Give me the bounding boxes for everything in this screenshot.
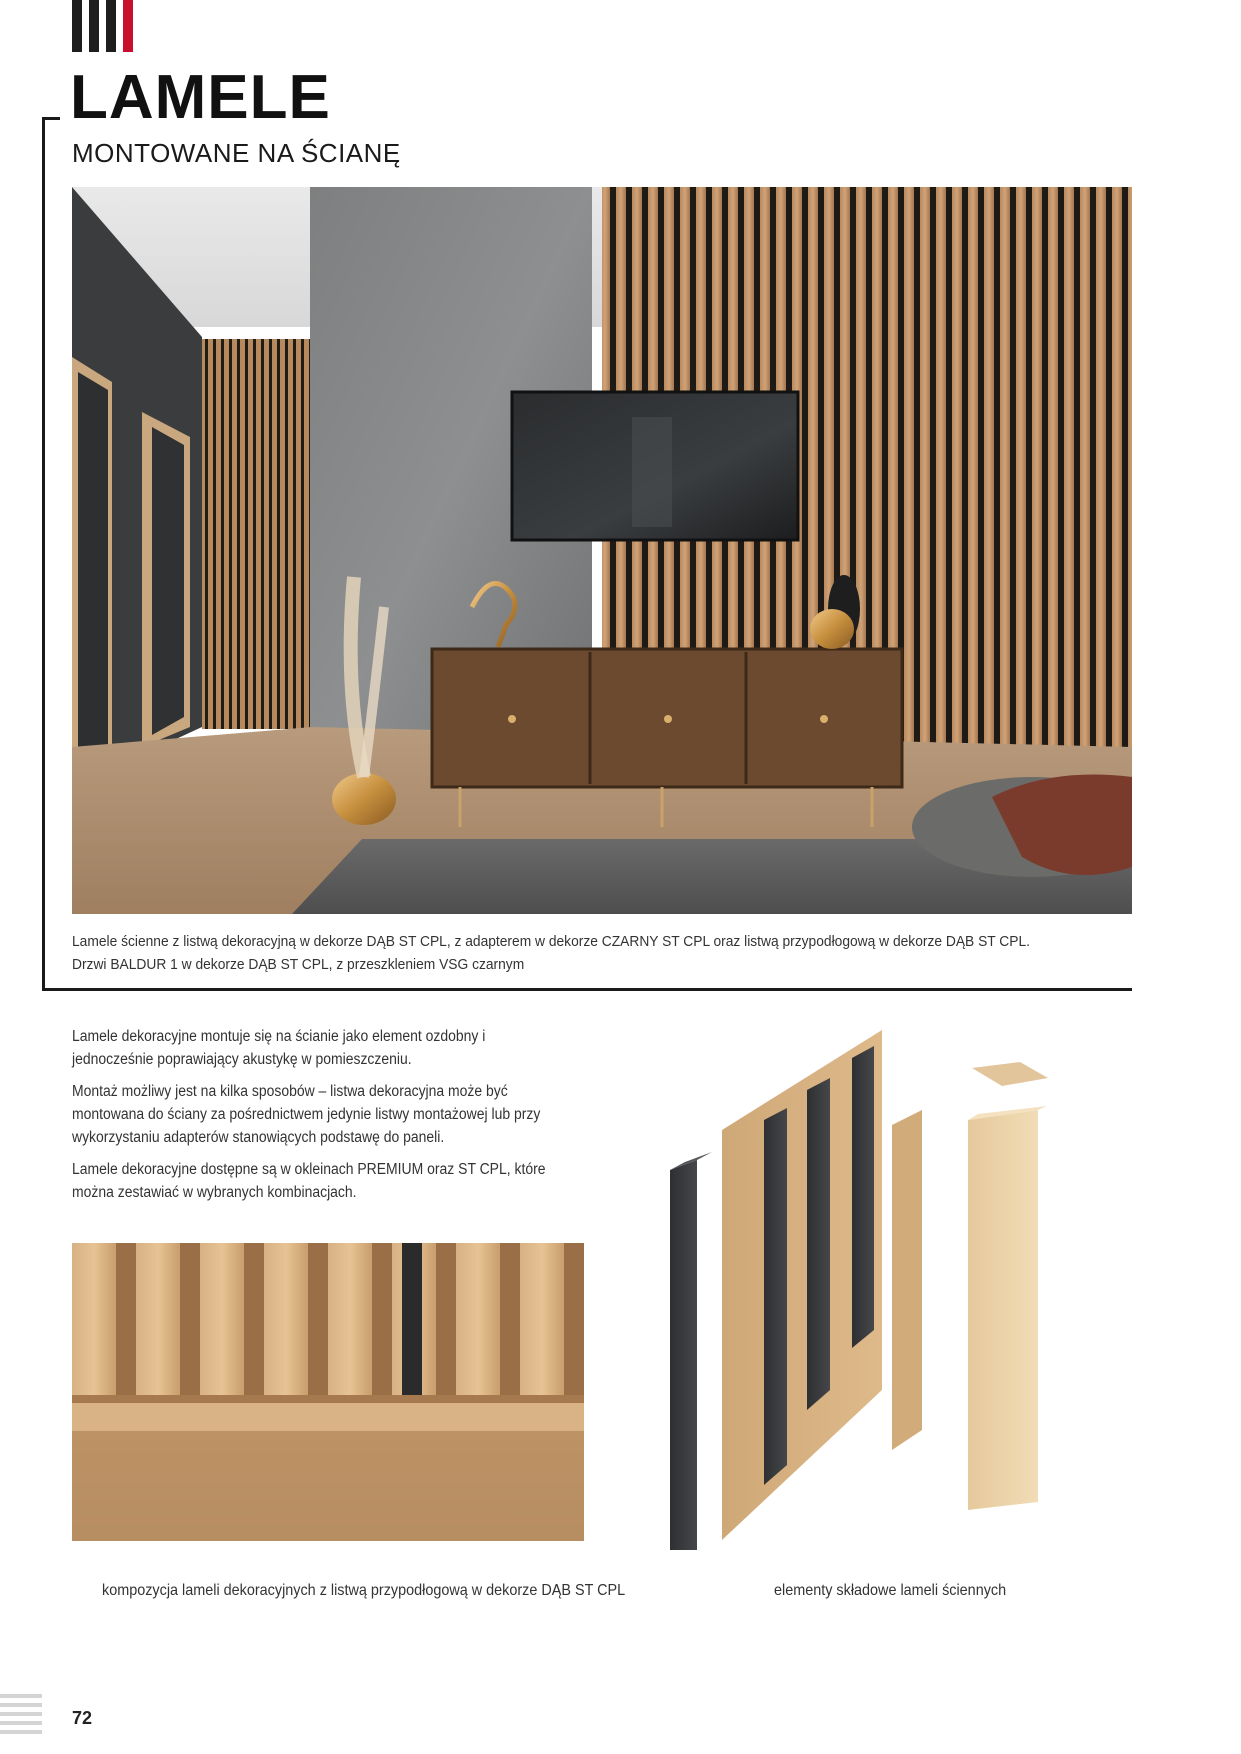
description-paragraph: Montaż możliwy jest na kilka sposobów – listwa dekoracyjna może być montowana do ściany za pośrednictwem jedynie listwy montażowej lub przy wykorzystaniu adapterów stanowiących podstawę do paneli. xyxy=(72,1083,541,1146)
logo-bar xyxy=(72,0,82,52)
brand-logo-bars xyxy=(72,0,142,52)
description-paragraph: Lamele dekoracyjne montuje się na ścianie jako element ozdobny i jednocześnie poprawiający akustykę w pomieszczeniu. xyxy=(72,1028,486,1068)
logo-bar xyxy=(89,0,99,52)
description-block xyxy=(72,1025,558,1213)
hero-caption-line: Drzwi BALDUR 1 w dekorze DĄB ST CPL, z przeszkleniem VSG czarnym xyxy=(72,956,525,973)
page-subtitle: MONTOWANE NA ŚCIANĘ xyxy=(72,138,401,168)
hero-caption xyxy=(72,930,1047,976)
interior-photo xyxy=(72,187,1132,914)
composition-caption: kompozycja lameli dekoracyjnych z listwą przypodłogową w dekorze DĄB ST CPL xyxy=(102,1582,626,1599)
components-photo xyxy=(652,1010,1102,1550)
hero-caption-line: Lamele ścienne z listwą dekoracyjną w dekorze DĄB ST CPL, z adapterem w dekorze CZARNY ST CPL oraz listwą przypodłogową w dekorze DĄB ST CPL. xyxy=(72,933,1030,950)
description-paragraph: Lamele dekoracyjne dostępne są w okleinach PREMIUM oraz ST CPL, które można zestawiać w wybranych kombinacjach. xyxy=(72,1161,546,1201)
page-marker-lines xyxy=(0,1694,42,1740)
logo-bar-red xyxy=(123,0,133,52)
page-title: LAMELE xyxy=(70,63,331,132)
components-caption: elementy składowe lameli ściennych xyxy=(774,1582,1007,1599)
page-number: 72 xyxy=(72,1708,93,1728)
frame-bracket-bottom xyxy=(42,988,1132,991)
composition-photo xyxy=(72,1243,584,1541)
frame-bracket-left xyxy=(42,117,45,991)
logo-bar xyxy=(106,0,116,52)
